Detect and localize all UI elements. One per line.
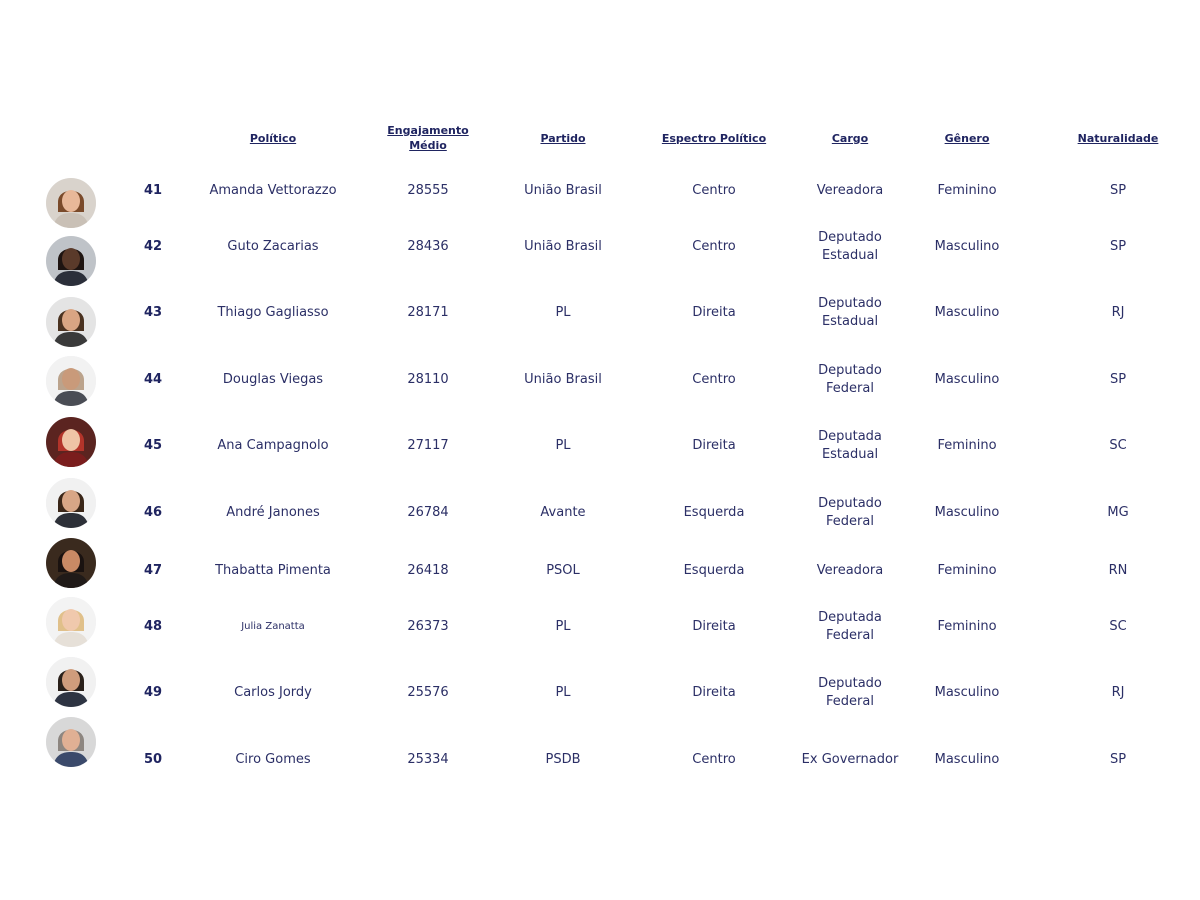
table-row (0, 416, 1200, 476)
rank-number: 46 (143, 505, 163, 520)
role-value: Vereadora (816, 563, 884, 578)
state-value: RJ (1111, 685, 1125, 700)
person-icon (46, 717, 96, 767)
person-icon (46, 597, 96, 647)
politician-avatar (46, 538, 96, 588)
gender-value: Masculino (934, 305, 1000, 320)
spectrum-value: Direita (692, 305, 736, 320)
politician-name: Thiago Gagliasso (217, 305, 329, 320)
role-value: Deputado Estadual (818, 296, 882, 329)
header-engajamento: Engajamento Médio (387, 124, 469, 152)
header-partido: Partido (540, 131, 586, 145)
engagement-value: 25576 (407, 685, 449, 700)
person-icon (46, 478, 96, 528)
state-value: SC (1109, 438, 1127, 453)
politician-name: André Janones (226, 505, 320, 520)
state-value: SP (1109, 239, 1127, 254)
rank-number: 47 (143, 563, 163, 578)
gender-value: Masculino (934, 752, 1000, 767)
gender-value: Masculino (934, 505, 1000, 520)
rank-number: 50 (143, 752, 163, 767)
politician-name: Amanda Vettorazzo (209, 183, 337, 198)
spectrum-value: Centro (692, 372, 736, 387)
politician-avatar (46, 478, 96, 528)
state-value: SC (1109, 619, 1127, 634)
rank-number: 43 (143, 305, 163, 320)
gender-value: Feminino (937, 183, 997, 198)
spectrum-value: Direita (692, 438, 736, 453)
politician-name: Thabatta Pimenta (215, 563, 331, 578)
party-value: União Brasil (524, 372, 602, 387)
state-value: RJ (1111, 305, 1125, 320)
politician-avatar (46, 657, 96, 707)
spectrum-value: Esquerda (683, 505, 745, 520)
spectrum-value: Esquerda (683, 563, 745, 578)
party-value: PL (555, 305, 571, 320)
role-value: Deputado Federal (818, 363, 882, 396)
person-icon (46, 236, 96, 286)
state-value: RN (1108, 563, 1128, 578)
header-espectro: Espectro Político (661, 131, 767, 145)
politician-name: Ciro Gomes (235, 752, 311, 767)
party-value: PSOL (546, 563, 580, 578)
person-icon (46, 538, 96, 588)
person-icon (46, 356, 96, 406)
header-cargo: Cargo (831, 131, 869, 145)
table-row (0, 221, 1200, 273)
party-value: União Brasil (524, 183, 602, 198)
table-row (0, 730, 1200, 790)
table-row (0, 663, 1200, 723)
party-value: PL (555, 438, 571, 453)
party-value: União Brasil (524, 239, 602, 254)
state-value: SP (1109, 372, 1127, 387)
engagement-value: 28171 (407, 305, 449, 320)
spectrum-value: Centro (692, 239, 736, 254)
party-value: Avante (540, 505, 586, 520)
rank-number: 44 (143, 372, 163, 387)
engagement-value: 28555 (407, 183, 449, 198)
gender-value: Masculino (934, 685, 1000, 700)
role-value: Deputado Estadual (818, 230, 882, 263)
person-icon (46, 657, 96, 707)
role-value: Deputado Federal (818, 676, 882, 709)
state-value: MG (1107, 505, 1129, 520)
header-naturalidade: Naturalidade (1077, 131, 1159, 145)
politician-avatar (46, 717, 96, 767)
header-genero: Gênero (944, 131, 990, 145)
engagement-value: 26418 (407, 563, 449, 578)
engagement-value: 25334 (407, 752, 449, 767)
politician-name: Guto Zacarias (227, 239, 319, 254)
politician-name: Douglas Viegas (222, 372, 324, 387)
spectrum-value: Direita (692, 685, 736, 700)
gender-value: Masculino (934, 239, 1000, 254)
rank-number: 48 (143, 619, 163, 634)
politician-name: Ana Campagnolo (217, 438, 329, 453)
politician-avatar (46, 297, 96, 347)
role-value: Ex Governador (801, 752, 899, 767)
spectrum-value: Centro (692, 752, 736, 767)
politician-avatar (46, 417, 96, 467)
gender-value: Feminino (937, 619, 997, 634)
role-value: Deputada Federal (818, 610, 882, 643)
party-value: PL (555, 685, 571, 700)
party-value: PL (555, 619, 571, 634)
politician-name: Julia Zanatta (241, 621, 305, 632)
engagement-value: 28436 (407, 239, 449, 254)
spectrum-value: Direita (692, 619, 736, 634)
politician-avatar (46, 597, 96, 647)
table-row (0, 165, 1200, 217)
rank-number: 42 (143, 239, 163, 254)
role-value: Deputada Estadual (818, 429, 882, 462)
rank-number: 49 (143, 685, 163, 700)
person-icon (46, 417, 96, 467)
engagement-value: 26784 (407, 505, 449, 520)
rank-number: 45 (143, 438, 163, 453)
politician-name: Carlos Jordy (234, 685, 312, 700)
role-value: Deputado Federal (818, 496, 882, 529)
person-icon (46, 297, 96, 347)
table-row (0, 350, 1200, 410)
table-row (0, 283, 1200, 343)
table-row (0, 483, 1200, 543)
table-row (0, 545, 1200, 597)
role-value: Vereadora (816, 183, 884, 198)
state-value: SP (1109, 183, 1127, 198)
spectrum-value: Centro (692, 183, 736, 198)
rank-number: 41 (143, 183, 163, 198)
party-value: PSDB (545, 752, 581, 767)
politician-avatar (46, 236, 96, 286)
gender-value: Feminino (937, 438, 997, 453)
header-politico: Político (249, 131, 297, 145)
engagement-value: 27117 (407, 438, 449, 453)
engagement-value: 28110 (407, 372, 449, 387)
engagement-value: 26373 (407, 619, 449, 634)
state-value: SP (1109, 752, 1127, 767)
table-row (0, 601, 1200, 653)
gender-value: Masculino (934, 372, 1000, 387)
gender-value: Feminino (937, 563, 997, 578)
politician-avatar (46, 356, 96, 406)
